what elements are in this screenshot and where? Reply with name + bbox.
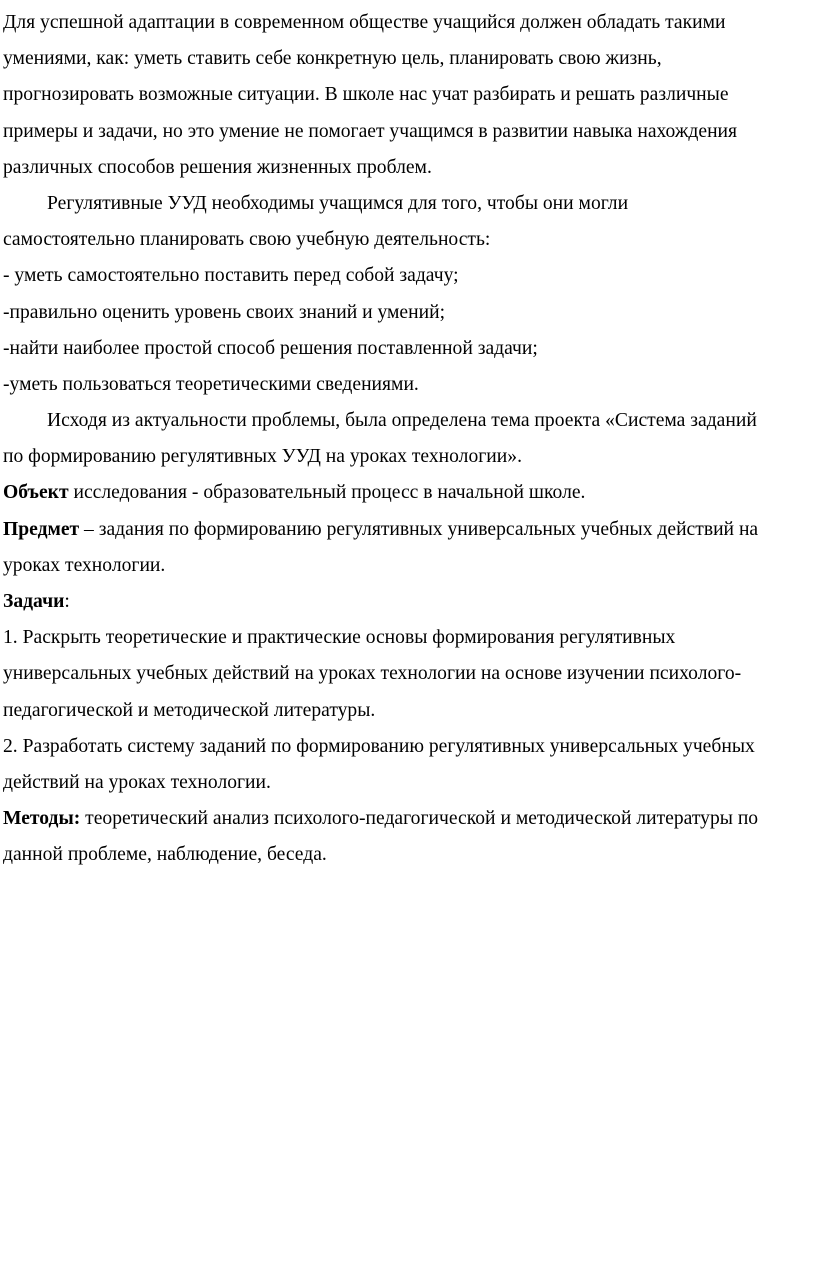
tasks-label: Задачи xyxy=(3,591,65,612)
methods-text: теоретический анализ психолого-педагогической и методической литературы по xyxy=(80,808,759,830)
text-line: данной проблеме, наблюдение, беседа. xyxy=(3,844,327,866)
list-item: -найти наиболее простой способ решения поставленной задачи; xyxy=(3,337,538,359)
text-line xyxy=(3,475,815,511)
text-line: примеры и задачи, но это умение не помогает учащимся в развитии навыка нахождения xyxy=(3,120,738,142)
text-line: умениями, как: уметь ставить себе конкретную цель, планировать свою жизнь, xyxy=(3,48,662,70)
research-subject xyxy=(3,512,815,584)
tasks-colon: : xyxy=(64,591,70,612)
text-line: 1. Раскрыть теоретические и практические основы формирования регулятивных xyxy=(3,627,676,649)
text-line: педагогической и методической литературы. xyxy=(3,699,376,721)
text-line xyxy=(3,512,815,548)
paragraph-regulatory-uud xyxy=(3,186,815,258)
tasks-section xyxy=(3,584,815,801)
text-line: Регулятивные УУД необходимы учащимся для того, чтобы они могли xyxy=(47,192,629,214)
skills-list xyxy=(3,258,815,403)
subject-label: Предмет xyxy=(3,518,80,540)
research-object xyxy=(3,475,815,511)
text-line: 2. Разработать систему заданий по формированию регулятивных универсальных учебных xyxy=(3,735,755,757)
text-line: различных способов решения жизненных проблем. xyxy=(3,156,432,178)
text-line: уроках технологии. xyxy=(3,554,166,576)
list-item: -правильно оценить уровень своих знаний и умений; xyxy=(3,301,446,323)
task-item xyxy=(3,729,815,801)
object-text: исследования - образовательный процесс в начальной школе. xyxy=(68,482,586,504)
methods-section xyxy=(3,801,815,873)
text-line: универсальных учебных действий на уроках технологии на основе изучении психолого- xyxy=(3,663,742,685)
text-line xyxy=(3,584,815,620)
document-body xyxy=(3,5,815,874)
task-item xyxy=(3,620,815,729)
list-item: -уметь пользоваться теоретическими сведениями. xyxy=(3,373,419,395)
text-line: Исходя из актуальности проблемы, была определена тема проекта «Система заданий xyxy=(47,410,757,432)
paragraph-project-topic xyxy=(3,403,815,475)
text-line: действий на уроках технологии. xyxy=(3,771,271,793)
subject-text: – задания по формированию регулятивных универсальных учебных действий на xyxy=(79,518,759,540)
text-line: Для успешной адаптации в современном обществе учащийся должен обладать такими xyxy=(3,12,726,33)
paragraph-adaptation xyxy=(3,5,815,186)
text-line xyxy=(3,801,815,837)
text-line: прогнозировать возможные ситуации. В школе нас учат разбирать и решать различные xyxy=(3,84,729,106)
list-item: - уметь самостоятельно поставить перед собой задачу; xyxy=(3,265,459,287)
text-line: по формированию регулятивных УУД на уроках технологии». xyxy=(3,446,522,468)
methods-label: Методы: xyxy=(3,808,81,830)
object-label: Объект xyxy=(3,482,69,504)
text-line: самостоятельно планировать свою учебную деятельность: xyxy=(3,229,491,251)
